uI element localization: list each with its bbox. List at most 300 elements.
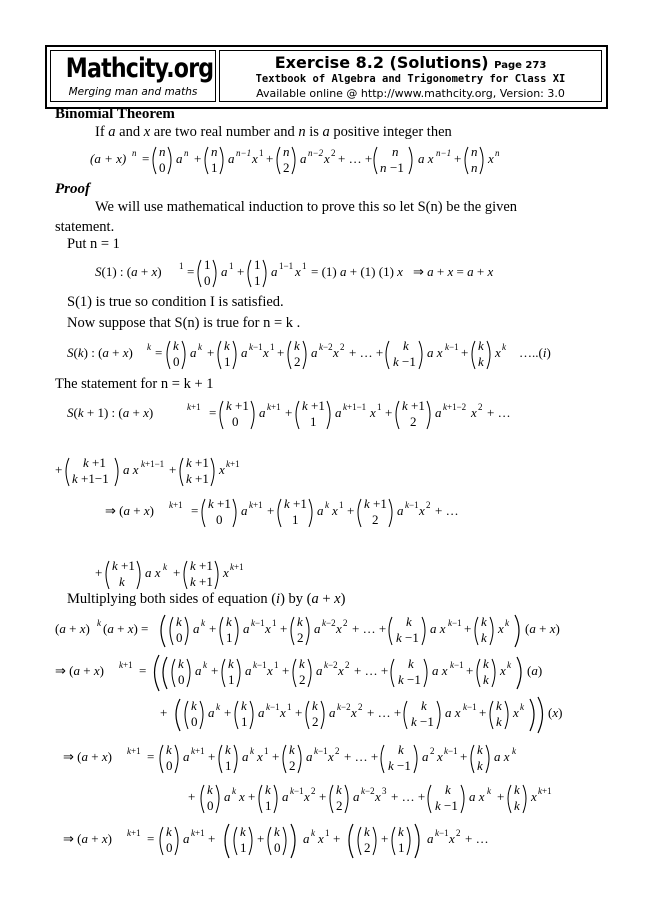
page-label: Page 273 (494, 60, 547, 71)
svg-text:x: x (332, 503, 338, 518)
svg-text:2: 2 (299, 672, 306, 687)
svg-text:+: + (208, 749, 216, 764)
svg-text:a: a (397, 503, 404, 518)
svg-text:k−1: k−1 (450, 660, 464, 670)
svg-text:k: k (97, 618, 101, 628)
svg-text:a: a (335, 405, 342, 420)
s1-true-line: S(1) is true so condition I is satisfied. (67, 294, 284, 310)
svg-text:=: = (187, 264, 195, 279)
svg-text:k: k (166, 742, 172, 757)
svg-text:a: a (314, 621, 321, 636)
svg-text:0: 0 (159, 160, 166, 175)
svg-text:n: n (132, 148, 137, 158)
svg-text:k: k (487, 786, 491, 796)
svg-text:x: x (419, 503, 425, 518)
svg-text:k−2: k−2 (322, 618, 336, 628)
s1-equation (95, 253, 535, 293)
svg-text:+: + (266, 151, 274, 166)
svg-text:k: k (289, 742, 295, 757)
svg-text:x: x (280, 705, 286, 720)
svg-text:=: = (209, 405, 217, 420)
step1-equation-a (55, 651, 635, 693)
svg-text:+: + (381, 831, 389, 846)
svg-text:k+1: k+1 (538, 786, 552, 796)
svg-text:1−1: 1−1 (279, 261, 294, 271)
svg-text:0: 0 (232, 414, 239, 429)
svg-text:k−2: k−2 (337, 702, 351, 712)
svg-text:k: k (325, 500, 329, 510)
step2-equation-a-svg (63, 737, 623, 779)
svg-text:k +1: k +1 (208, 496, 231, 511)
svg-text:k: k (478, 338, 484, 353)
svg-text:x: x (219, 462, 225, 477)
svg-text:x: x (257, 749, 263, 764)
svg-text:k: k (403, 338, 409, 353)
svg-text:k: k (364, 824, 370, 839)
svg-text:k+1: k+1 (249, 500, 263, 510)
svg-text:=: = (155, 345, 163, 360)
svg-text:+ … +: + … + (391, 789, 426, 804)
availability-line: Available online @ http://www.mathcity.org, Version: 3.0 (256, 87, 565, 100)
svg-text:1: 1 (224, 354, 231, 369)
svg-text:k −1: k −1 (393, 354, 416, 369)
svg-text:k+1: k+1 (127, 746, 141, 756)
svg-text:2: 2 (294, 354, 301, 369)
svg-text:k: k (507, 660, 511, 670)
svg-text:k: k (201, 618, 205, 628)
svg-text:k: k (250, 746, 254, 756)
svg-text:a: a (422, 749, 429, 764)
step2-equation-b-svg (188, 777, 628, 819)
svg-text:k: k (147, 342, 151, 352)
svg-text:x: x (338, 663, 344, 678)
svg-text:a: a (241, 503, 248, 518)
svg-text:k: k (216, 702, 220, 712)
put-n-equals-1: Put n = 1 (67, 236, 120, 252)
svg-text:x: x (498, 621, 504, 636)
svg-text:a: a (311, 345, 318, 360)
svg-text:+: + (272, 749, 280, 764)
step1-equation-a-svg (55, 651, 635, 693)
svg-text:k−1: k−1 (445, 342, 459, 352)
svg-text:…..(i): …..(i) (519, 345, 551, 360)
svg-text:n: n (184, 148, 189, 158)
svg-text:1: 1 (225, 758, 232, 773)
s1-equation-svg (95, 253, 535, 293)
svg-text:x: x (295, 264, 301, 279)
svg-text:k+1−2: k+1−2 (443, 402, 467, 412)
sk1-equation-b-svg (55, 450, 355, 492)
svg-text:x: x (223, 565, 229, 580)
multiplied-equation (55, 609, 635, 651)
step3-equation (63, 819, 623, 863)
svg-text:k+1: k+1 (187, 402, 201, 412)
svg-text:2: 2 (297, 630, 304, 645)
svg-text:0: 0 (204, 273, 211, 288)
svg-text:k: k (505, 618, 509, 628)
svg-text:a: a (242, 749, 249, 764)
svg-text:2: 2 (372, 512, 379, 527)
svg-text:=: = (139, 663, 147, 678)
svg-text:k: k (173, 338, 179, 353)
svg-text:k: k (496, 714, 502, 729)
svg-text:k: k (477, 758, 483, 773)
svg-text:k−1: k−1 (266, 702, 280, 712)
sk1-equation-b (55, 450, 355, 492)
svg-text:2: 2 (343, 618, 348, 628)
svg-text:k: k (336, 782, 342, 797)
svg-text:k +1: k +1 (402, 398, 425, 413)
svg-text:+: + (464, 621, 472, 636)
svg-text:k: k (198, 342, 202, 352)
svg-text:k: k (520, 702, 524, 712)
svg-text:2: 2 (331, 148, 336, 158)
svg-text:+: + (319, 789, 327, 804)
svg-text:+: + (333, 831, 341, 846)
svg-text:k−2: k−2 (361, 786, 375, 796)
svg-text:+: + (169, 462, 177, 477)
svg-text:x: x (500, 663, 506, 678)
svg-text:a: a (258, 705, 265, 720)
svg-text:k −1: k −1 (435, 798, 458, 813)
svg-text:k+1−1: k+1−1 (343, 402, 367, 412)
svg-text:x: x (267, 663, 273, 678)
svg-text:k: k (166, 824, 172, 839)
svg-text:k−2: k−2 (324, 660, 338, 670)
svg-text:n: n (283, 144, 290, 159)
svg-text:a: a (427, 831, 434, 846)
svg-text:1: 1 (339, 500, 344, 510)
svg-text:1: 1 (310, 414, 317, 429)
svg-text:+: + (55, 462, 63, 477)
svg-text:a x: a x (145, 565, 161, 580)
svg-text:n: n (380, 160, 387, 175)
svg-text:k: k (483, 656, 489, 671)
svg-text:k −1: k −1 (411, 714, 434, 729)
svg-text:n−1: n−1 (436, 148, 452, 158)
svg-text:+: + (194, 151, 202, 166)
svg-text:k−1: k−1 (314, 746, 328, 756)
svg-text:a: a (193, 621, 200, 636)
sk1-equation-c (105, 491, 525, 533)
svg-text:k+1: k+1 (267, 402, 281, 412)
svg-text:+: + (209, 621, 217, 636)
svg-text:+: + (385, 405, 393, 420)
svg-text:+: + (285, 405, 293, 420)
svg-text:k +1: k +1 (83, 455, 106, 470)
svg-text:k +1: k +1 (364, 496, 387, 511)
svg-text:k−1: k−1 (290, 786, 304, 796)
svg-text:(a + x) =: (a + x) = (103, 621, 149, 636)
theorem-statement: If a and x are two real number and n is a positive integer then (95, 124, 452, 140)
svg-text:+ … +: + … + (338, 151, 373, 166)
sk1-equation-d-svg (95, 553, 355, 595)
svg-text:k−1: k−1 (405, 500, 419, 510)
svg-text:a: a (241, 345, 248, 360)
svg-text:+: + (460, 749, 468, 764)
svg-text:2: 2 (478, 402, 483, 412)
svg-text:k+1: k+1 (226, 459, 240, 469)
svg-text:2: 2 (336, 798, 343, 813)
svg-text:⇒ a + x = a + x: ⇒ a + x = a + x (413, 264, 494, 279)
svg-text:k +1: k +1 (284, 496, 307, 511)
svg-text:2: 2 (410, 414, 417, 429)
svg-text:−1: −1 (390, 160, 404, 175)
svg-text:a: a (317, 503, 324, 518)
svg-text:k: k (514, 798, 520, 813)
svg-text:k −1: k −1 (396, 630, 419, 645)
svg-text:k: k (203, 660, 207, 670)
svg-text:x: x (495, 345, 501, 360)
svg-text:a: a (271, 264, 278, 279)
svg-text:1: 1 (264, 746, 269, 756)
svg-text:⇒ (a + x): ⇒ (a + x) (63, 749, 112, 764)
svg-text:+: + (224, 705, 232, 720)
svg-text:k: k (240, 824, 246, 839)
suppose-line: Now suppose that S(n) is true for n = k . (67, 315, 301, 331)
svg-text:n−1: n−1 (236, 148, 252, 158)
svg-text:a: a (228, 151, 235, 166)
svg-text:k−1: k−1 (448, 618, 462, 628)
svg-text:1: 1 (302, 261, 307, 271)
svg-text:a x: a x (432, 663, 448, 678)
svg-text:x: x (375, 789, 381, 804)
svg-text:2: 2 (335, 746, 340, 756)
svg-text:2: 2 (358, 702, 363, 712)
svg-text:(a + x): (a + x) (55, 621, 90, 636)
svg-text:S(k) : (a + x): S(k) : (a + x) (67, 345, 133, 360)
svg-text:0: 0 (166, 758, 173, 773)
svg-text:1: 1 (270, 342, 275, 352)
svg-text:k: k (481, 614, 487, 629)
svg-text:a: a (329, 705, 336, 720)
svg-text:+: + (211, 663, 219, 678)
svg-text:x: x (263, 345, 269, 360)
svg-text:a: a (300, 151, 307, 166)
svg-text:x: x (531, 789, 537, 804)
svg-text:a: a (306, 749, 313, 764)
svg-text:+ …: + … (465, 831, 489, 846)
svg-text:0: 0 (274, 840, 281, 855)
step2-equation-a (63, 737, 623, 779)
svg-text:0: 0 (166, 840, 173, 855)
svg-text:k: k (421, 698, 427, 713)
svg-text:1: 1 (254, 273, 261, 288)
svg-text:0: 0 (207, 798, 214, 813)
svg-text:a: a (353, 789, 360, 804)
svg-text:k−1: k−1 (249, 342, 263, 352)
svg-text:k: k (496, 698, 502, 713)
svg-text:a: a (183, 749, 190, 764)
svg-text:a x: a x (123, 462, 139, 477)
svg-text:+ …: + … (487, 405, 511, 420)
svg-text:1: 1 (292, 512, 299, 527)
svg-text:1: 1 (377, 402, 382, 412)
exercise-title-text: Exercise 8.2 (Solutions) (274, 53, 489, 72)
svg-text:2: 2 (289, 758, 296, 773)
svg-text:1: 1 (228, 672, 235, 687)
step2-equation-b (188, 777, 628, 819)
svg-text:k: k (176, 614, 182, 629)
svg-text:+: + (173, 565, 181, 580)
svg-text:+: + (267, 503, 275, 518)
svg-text:k: k (398, 742, 404, 757)
svg-text:2: 2 (340, 342, 345, 352)
textbook-subtitle: Textbook of Algebra and Trigonometry for Class XI (255, 73, 566, 85)
svg-text:a: a (190, 345, 197, 360)
svg-text:+: + (479, 705, 487, 720)
svg-text:+: + (248, 789, 256, 804)
svg-text:0: 0 (178, 672, 185, 687)
svg-text:k: k (502, 342, 506, 352)
svg-text:k +1: k +1 (112, 558, 135, 573)
svg-text:x: x (513, 705, 519, 720)
svg-text:k+1: k+1 (169, 500, 183, 510)
svg-text:1: 1 (179, 261, 184, 271)
statement-k-plus-1: The statement for n = k + 1 (55, 376, 214, 392)
svg-text:(x): (x) (548, 705, 563, 720)
svg-text:k +1: k +1 (226, 398, 249, 413)
svg-text:k: k (299, 656, 305, 671)
svg-text:+: + (295, 705, 303, 720)
svg-text:x: x (449, 831, 455, 846)
header-box (45, 45, 608, 109)
svg-text:k: k (226, 614, 232, 629)
theorem-equation (90, 140, 620, 180)
svg-text:n: n (471, 144, 478, 159)
svg-text:a: a (259, 405, 266, 420)
proof-intro-line-2: statement. (55, 219, 115, 235)
svg-text:k: k (274, 824, 280, 839)
svg-text:2: 2 (430, 746, 435, 756)
svg-text:0: 0 (176, 630, 183, 645)
svg-text:0: 0 (191, 714, 198, 729)
svg-text:k: k (481, 630, 487, 645)
proof-intro-line-1: We will use mathematical induction to prove this so let S(n) be the given (95, 199, 518, 215)
svg-text:+: + (277, 345, 285, 360)
svg-text:k+1: k+1 (127, 828, 141, 838)
svg-text:a x: a x (427, 345, 443, 360)
svg-text:a x: a x (445, 705, 461, 720)
svg-text:1: 1 (287, 702, 292, 712)
svg-text:x: x (351, 705, 357, 720)
svg-text:=: = (147, 831, 155, 846)
title-box (219, 50, 602, 102)
svg-text:+: + (160, 705, 168, 720)
svg-text:k +1: k +1 (190, 558, 213, 573)
svg-text:1: 1 (398, 840, 405, 855)
svg-text:x: x (318, 831, 324, 846)
svg-text:1: 1 (240, 840, 247, 855)
svg-text:k: k (294, 338, 300, 353)
svg-text:n: n (392, 144, 399, 159)
site-tagline: Merging man and maths (68, 86, 198, 98)
svg-text:k: k (312, 698, 318, 713)
section-heading: Binomial Theorem (55, 106, 175, 122)
svg-text:+: + (95, 565, 103, 580)
svg-text:(a + x): (a + x) (525, 621, 560, 636)
svg-text:x: x (324, 151, 330, 166)
svg-text:+: + (461, 345, 469, 360)
svg-text:a: a (176, 151, 183, 166)
svg-text:a: a (221, 264, 228, 279)
svg-text:(a): (a) (527, 663, 543, 678)
svg-text:x: x (252, 151, 258, 166)
svg-text:2: 2 (311, 786, 316, 796)
sk-equation-svg (67, 333, 627, 375)
svg-text:n: n (471, 160, 478, 175)
svg-text:k: k (178, 656, 184, 671)
svg-text:k: k (445, 782, 451, 797)
svg-text:k: k (207, 782, 213, 797)
svg-text:1: 1 (272, 618, 277, 628)
svg-text:x: x (336, 621, 342, 636)
svg-text:x: x (437, 749, 443, 764)
svg-text:a: a (282, 789, 289, 804)
svg-text:a x: a x (494, 749, 510, 764)
svg-text:+: + (280, 621, 288, 636)
sk1-equation-d (95, 553, 355, 595)
svg-text:k: k (512, 746, 516, 756)
svg-text:1: 1 (254, 257, 261, 272)
svg-text:1: 1 (204, 257, 211, 272)
svg-text:x: x (239, 789, 245, 804)
sk-equation (67, 333, 627, 375)
step1-equation-b (160, 693, 630, 735)
svg-text:S(1) : (a + x): S(1) : (a + x) (95, 264, 162, 279)
svg-text:k+1: k+1 (230, 562, 244, 572)
svg-text:2: 2 (364, 840, 371, 855)
svg-text:k−1: k−1 (251, 618, 265, 628)
svg-text:2: 2 (345, 660, 350, 670)
svg-text:n: n (495, 148, 500, 158)
svg-text:+ … +: + … + (367, 705, 402, 720)
svg-text:+: + (237, 264, 245, 279)
svg-text:k+1: k+1 (119, 660, 133, 670)
svg-text:2: 2 (283, 160, 290, 175)
svg-text:0: 0 (216, 512, 223, 527)
theorem-equation-svg (90, 140, 620, 180)
sk1-equation-a (67, 393, 587, 435)
svg-text:a x: a x (418, 151, 434, 166)
svg-text:k: k (408, 656, 414, 671)
svg-text:+: + (282, 663, 290, 678)
svg-text:a: a (245, 663, 252, 678)
svg-text:k+1−1: k+1−1 (141, 459, 165, 469)
svg-text:+: + (466, 663, 474, 678)
svg-text:+ …: + … (435, 503, 459, 518)
svg-text:⇒ (a + x): ⇒ (a + x) (55, 663, 104, 678)
proof-heading: Proof (55, 181, 90, 197)
svg-text:k +1: k +1 (186, 471, 209, 486)
svg-text:k: k (311, 828, 315, 838)
svg-text:a: a (195, 663, 202, 678)
svg-text:k−1: k−1 (444, 746, 458, 756)
svg-text:k: k (406, 614, 412, 629)
svg-text:+: + (188, 789, 196, 804)
site-logo[interactable]: Mathcity.org (65, 53, 214, 84)
svg-text:k: k (265, 782, 271, 797)
multiplying-line: Multiplying both sides of equation (i) by (a + x) (67, 591, 346, 607)
logo-box (50, 50, 216, 102)
svg-text:2: 2 (312, 714, 319, 729)
svg-text:S(k + 1) : (a + x): S(k + 1) : (a + x) (67, 405, 154, 420)
svg-text:a: a (303, 831, 310, 846)
multiplied-equation-svg (55, 609, 635, 651)
svg-text:k: k (224, 338, 230, 353)
sk1-equation-a-svg (67, 393, 587, 435)
svg-text:k−2: k−2 (319, 342, 333, 352)
